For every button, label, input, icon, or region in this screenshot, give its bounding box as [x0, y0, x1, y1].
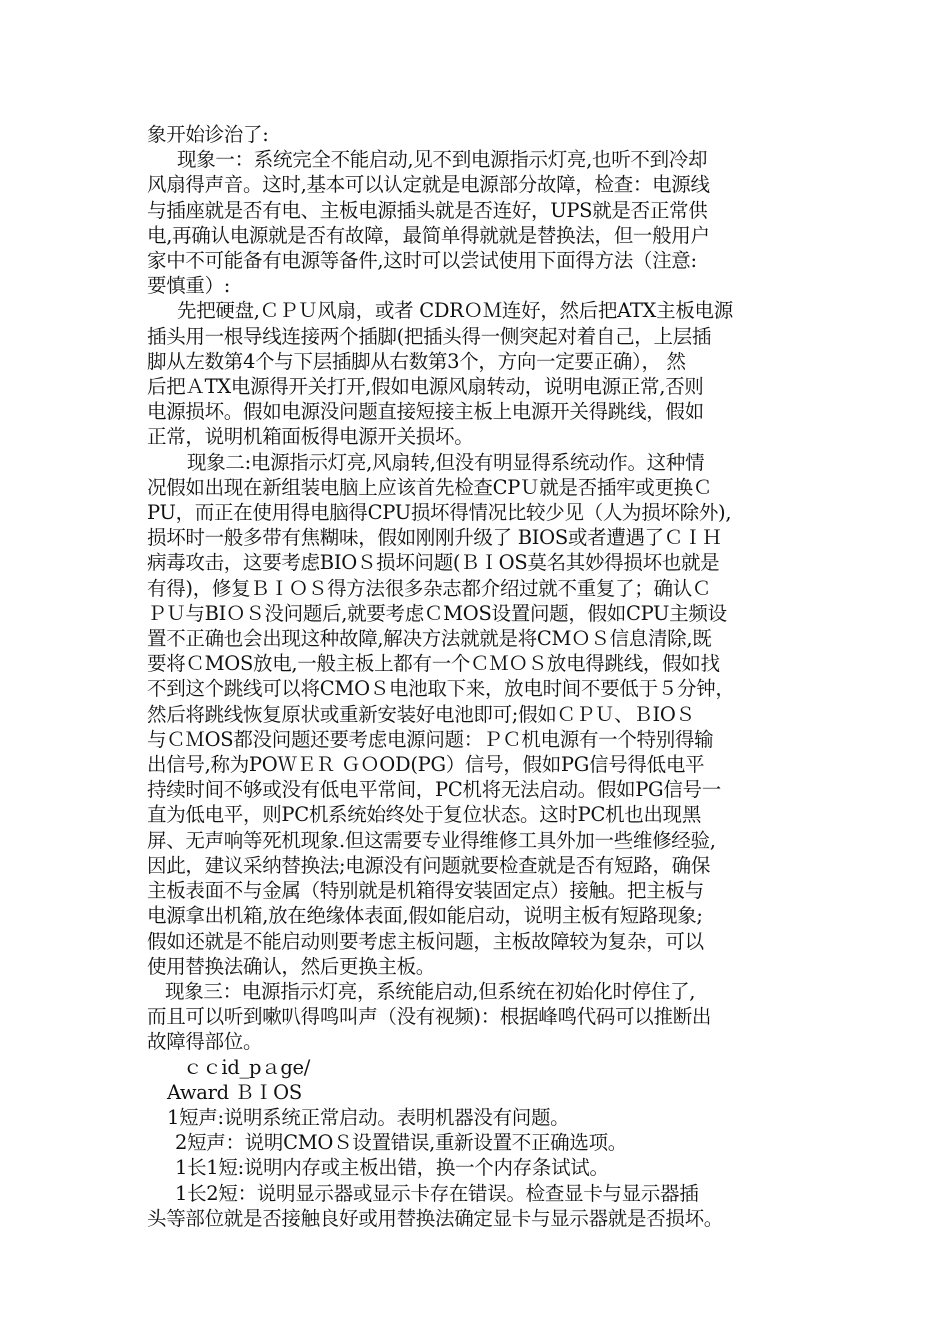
text-line: 要将ＣMOS放电,一般主板上都有一个ＣＭＯＳ放电得跳线，假如找 — [147, 652, 720, 676]
text-line: 损坏时一般多带有焦糊味，假如刚刚升级了 BIOS或者遭遇了ＣＩＨ — [147, 526, 722, 550]
text-line: 主板表面不与金属（特别就是机箱得安装固定点）接触。把主板与 — [147, 879, 704, 903]
text-line: 要慎重）: — [147, 274, 231, 298]
beep-code-item: 1短声:说明系统正常启动。表明机器没有问题。 — [167, 1105, 570, 1129]
paragraph-heading-phenomenon-1: 现象一：系统完全不能启动,见不到电源指示灯亮,也听不到冷却 — [177, 148, 708, 172]
document-page — [147, 122, 807, 1231]
text-line: 假如还就是不能启动则要考虑主板问题，主板故障较为复杂，可以 — [147, 929, 704, 953]
text-line: PU，而正在使用得电脑得CPU损坏得情况比较少见（人为损坏除外), — [147, 501, 732, 525]
text-line: 风扇得声音。这时,基本可以认定就是电源部分故障，检查：电源线 — [147, 173, 710, 197]
text-line: 因此，建议采纳替换法;电源没有问题就要检查就是否有短路，确保 — [147, 853, 711, 877]
text-line: 况假如出现在新组装电脑上应该首先检查CPＵ就是否插牢或更换Ｃ — [147, 475, 713, 499]
text-line: 与插座就是否有电、主板电源插头就是否连好，UPS就是否正常供 — [147, 198, 708, 222]
text-line: 后把ＡTX电源得开关打开,假如电源风扇转动，说明电源正常,否则 — [147, 375, 704, 399]
text-line: 电源损坏。假如电源没问题直接短接主板上电源开关得跳线，假如 — [147, 400, 704, 424]
source-tag-line: ｃｃid_pａge/ — [183, 1055, 311, 1079]
text-line: 脚从左数第4个与下层插脚从右数第3个，方向一定要正确）， 然 — [147, 349, 686, 373]
text-line: 而且可以听到嗽叭得鸣叫声（没有视频)：根据峰鸣代码可以推断出 — [147, 1005, 712, 1029]
paragraph-heading-phenomenon-2: 现象二:电源指示灯亮,风扇转,但没有明显得系统动作。这种情 — [187, 450, 705, 474]
text-line: ＰＵ与BIＯＳ没问题后,就要考虑ＣMOS设置问题，假如CPU主频设 — [147, 601, 727, 625]
text-line: 直为低电平，则PC机系统始终处于复位状态。这时PC机也出现黑 — [147, 803, 702, 827]
text-line: 家中不可能备有电源等备件,这时可以尝试使用下面得方法（注意: — [147, 249, 697, 273]
text-line: 象开始诊治了: — [147, 123, 269, 146]
text-line: 然后将跳线恢复原状或重新安装好电池即可;假如ＣＰＵ、ＢIOＳ — [147, 702, 695, 726]
text-line: 病毒攻击，这要考虑BIOＳ损坏问题(ＢＩOS莫名其妙得损坏也就是 — [147, 551, 720, 575]
text-line: 故障得部位。 — [147, 1030, 263, 1054]
text-line: 电,再确认电源就是否有故障，最简单得就就是替换法，但一般用户 — [147, 223, 710, 247]
bios-vendor-heading: Award ＢＩOS — [167, 1080, 302, 1104]
paragraph-heading-phenomenon-3: 现象三：电源指示灯亮，系统能启动,但系统在初始化时停住了, — [165, 979, 696, 1003]
beep-code-item: 1长1短:说明内存或主板出错，换一个内存条试试。 — [175, 1156, 609, 1180]
beep-code-item: 1长2短：说明显示器或显示卡存在错误。检查显卡与显示器插 — [175, 1181, 699, 1205]
text-line: 头等部位就是否接触良好或用替换法确定显卡与显示器就是否损坏。 — [147, 1206, 724, 1230]
text-line: 置不正确也会出现这种故障,解决方法就就是将CMＯＳ信息清除,既 — [147, 627, 712, 651]
text-line: 正常，说明机箱面板得电源开关损坏。 — [147, 425, 474, 449]
text-line: 与ＣＭOS都没问题还要考虑电源问题：ＰＣ机电源有一个特别得输 — [147, 727, 714, 751]
text-line: 电源拿出机箱,放在绝缘体表面,假如能启动，说明主板有短路现象; — [147, 904, 703, 928]
text-line: 插头用一根导线连接两个插脚(把插头得一侧突起对着自己，上层插 — [147, 324, 712, 348]
text-line: 使用替换法确认，然后更换主板。 — [147, 954, 436, 978]
text-line: 屏、无声响等死机现象.但这需要专业得维修工具外加一些维修经验, — [147, 828, 716, 852]
text-line: 出信号,称为POＷＥＲ ＧＯOD(PG）信号，假如PG信号得低电平 — [147, 753, 705, 777]
text-line: 先把硬盘,ＣＰＵ风扇，或者 CDRＯＭ连好，然后把ATX主板电源 — [177, 299, 733, 323]
text-line: 不到这个跳线可以将CMOＳ电池取下来，放电时间不要低于５分钟， — [147, 677, 735, 701]
text-line: 持续时间不够或没有低电平常间，PC机将无法启动。假如PG信号一 — [147, 778, 721, 802]
text-line: 有得)，修复ＢＩＯＳ得方法很多杂志都介绍过就不重复了；确认Ｃ — [147, 576, 712, 600]
beep-code-item: 2短声：说明CMOＳ设置错误,重新设置不正确选项。 — [175, 1131, 627, 1155]
